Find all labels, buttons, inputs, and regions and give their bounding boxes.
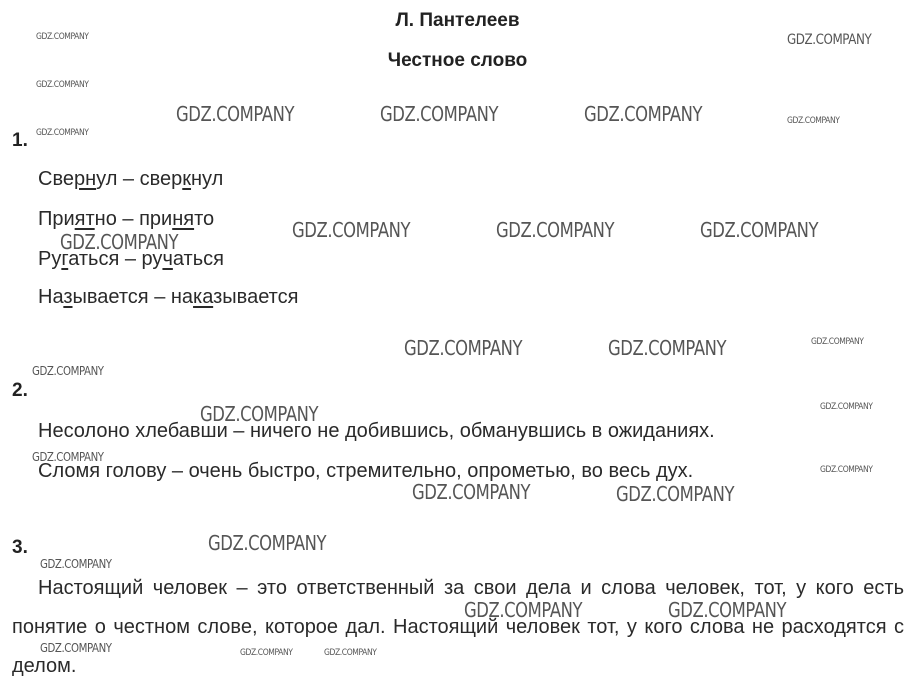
watermark-text: GDZ.COMPANY [324,648,377,658]
watermark-text: GDZ.COMPANY [380,102,499,126]
watermark-text: GDZ.COMPANY [292,218,411,242]
word-text: но – при [94,208,173,230]
word-text: При [38,208,75,230]
watermark-text: GDZ.COMPANY [404,336,523,360]
word-text: то [194,208,215,230]
word-text: нул [191,168,224,190]
word-pair-line [38,286,298,309]
idiom-line-1: Несолоно хлебавши – ничего не добившись, обманувшись в ожиданиях. [38,420,715,442]
underlined-letters: к [182,168,192,190]
underlined-letters: з [63,286,73,308]
watermark-text: GDZ.COMPANY [464,598,583,622]
watermark-text: GDZ.COMPANY [40,641,112,655]
watermark-text: GDZ.COMPANY [616,482,735,506]
watermark-text: GDZ.COMPANY [32,364,104,378]
watermark-text: GDZ.COMPANY [608,336,727,360]
word-pair-line [38,208,214,231]
watermark-text: GDZ.COMPANY [700,218,819,242]
underlined-letters: ка [193,286,214,308]
word-text: аться [172,248,224,270]
word-text: ул – свер [96,168,183,190]
watermark-text: GDZ.COMPANY [811,337,864,347]
section-3-text: Настоящий человек – это ответственный за свои дела и слова человек, тот, у кого есть понятие о честном слове, которое дал. Настоящий человек тот, у кого слова не расходятся с делом. [12,577,904,677]
watermark-text: GDZ.COMPANY [36,128,89,138]
section-3-number: 3. [12,537,28,558]
watermark-text: GDZ.COMPANY [820,402,873,412]
watermark-text: GDZ.COMPANY [176,102,295,126]
watermark-text: GDZ.COMPANY [820,465,873,475]
underlined-letters: рн [73,168,97,190]
word-pair-line [38,168,223,191]
watermark-text: GDZ.COMPANY [584,102,703,126]
underlined-letters: г [61,248,69,270]
underlined-letters: ят [74,208,95,230]
section-2-number: 2. [12,380,28,401]
watermark-text: GDZ.COMPANY [496,218,615,242]
watermark-text: GDZ.COMPANY [32,450,104,464]
watermark-text: GDZ.COMPANY [787,116,840,126]
word-text: Све [38,168,74,190]
author-heading: Л. Пантелеев [395,10,520,31]
section-1-number: 1. [12,130,28,151]
story-title: Честное слово [387,50,528,71]
watermark-text: GDZ.COMPANY [40,557,112,571]
watermark-text: GDZ.COMPANY [200,402,319,426]
idiom-line-2: Сломя голову – очень быстро, стремительно, опрометью, во весь дух. [38,460,694,482]
watermark-text: GDZ.COMPANY [60,230,179,254]
underlined-letters: ч [162,248,173,270]
word-text: аться – ру [68,248,163,270]
watermark-text: GDZ.COMPANY [208,531,327,555]
section-3-paragraph [12,569,904,686]
watermark-text: GDZ.COMPANY [36,32,89,42]
watermark-text: GDZ.COMPANY [668,598,787,622]
underlined-letters: ня [172,208,195,230]
word-text: Ру [38,248,62,270]
word-text: ывается – на [72,286,194,308]
watermark-text: GDZ.COMPANY [36,80,89,90]
word-text: На [38,286,64,308]
watermark-text: GDZ.COMPANY [240,648,293,658]
watermark-text: GDZ.COMPANY [787,32,872,48]
watermark-text: GDZ.COMPANY [412,480,531,504]
word-text: зывается [213,286,299,308]
